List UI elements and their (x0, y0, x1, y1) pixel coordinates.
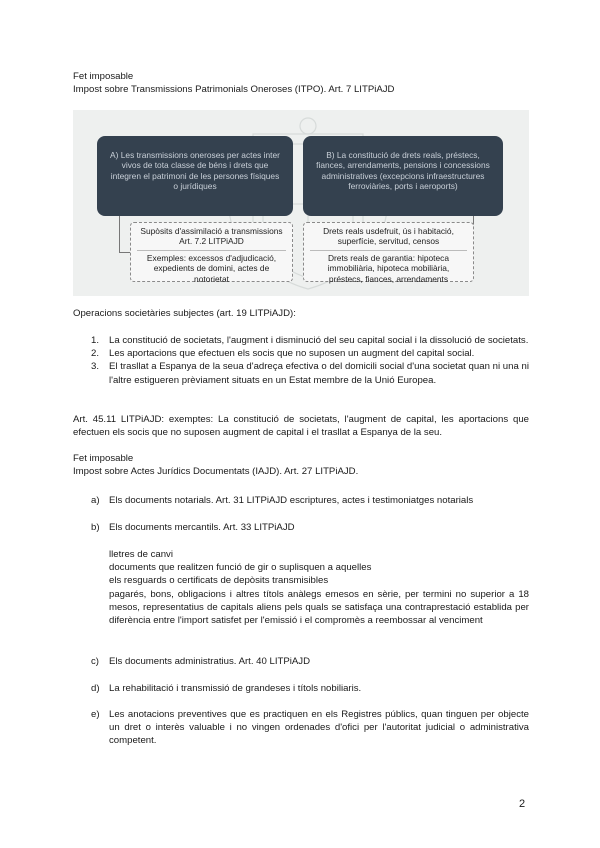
diagram-box-b: B) La constitució de drets reals, préstecs, fiances, arrendaments, pensions i concessions administratives (excepcions infraestructures ferroviàries, ports i aeroports) (303, 136, 503, 216)
operations-list (73, 334, 529, 387)
list-item: els resguards o certificats de depòsits transmisibles (109, 575, 329, 587)
list-item-b: b) Els documents mercantils. Art. 33 LITPiAJD (91, 522, 295, 533)
heading-itpo (73, 70, 395, 96)
diagram-box-d: Drets reals usdefruit, ús i habitació, superfície, servitud, censos Drets reals de garantia: hipoteca immobiliària, hipoteca mobiliària, préstecs, fiances, arrendaments (303, 222, 474, 282)
diagram-box-a: A) Les transmissions oneroses per actes inter vivos de tota classe de béns i drets que integren el patrimoni de les persones físiques o jurídiques (97, 136, 293, 216)
mercantile-docs (109, 548, 529, 627)
list-item: 1. La constitució de societats, l'augment i disminució del seu capital social i la dissolució de societats. (91, 335, 529, 346)
heading-subtitle: Impost sobre Transmissions Patrimonials Oneroses (ITPO). Art. 7 LITPiAJD (73, 84, 395, 96)
list-item-e: e) Les anotacions preventives que es practiquen en els Registres públics, quan tinguen per objecte un dret o interès valuable i no vingen ordenades d'ofici per l'autoritat judicial o administrativa competent. (91, 709, 529, 747)
list-item: 2. Les aportacions que efectuen els socis que no suposen un augment del capital social. (91, 348, 475, 360)
diagram-box-c: Supòsits d'assimilació a transmissions Art. 7.2 LITPiAJD Exemples: excessos d'adjudicació, expedients de domini, actes de notorietat (130, 222, 293, 282)
list-item-c: c) Els documents administratius. Art. 40 LITPiAJD (91, 656, 311, 667)
itpo-diagram (73, 110, 529, 296)
heading-title: Fet imposable (73, 71, 134, 82)
list-item: pagarés, bons, obligacions i altres títols anàlegs emesos en sèrie, per termini no superior a 18 mesos, representatius de capitals aliens pels quals se satisfaça una contraprestació establida per diferència entre l'import satisfet per l'emissió i el compromès a reembossar al venciment (109, 588, 529, 627)
list-item: lletres de canvi (109, 549, 173, 560)
list-item-d: d) La rehabilitació i transmissió de grandeses i títols nobiliaris. (91, 683, 362, 694)
list-item: 3. El trasllat a Espanya de la seua d'adreça efectiva o del domicili social d'una societat quan ni una ni l'altre estigueren prèviament situats en un Estat membre de la Unió Europea. (91, 361, 529, 386)
heading-subtitle: Impost sobre Actes Jurídics Documentats (IAJD). Art. 27 LITPiAJD. (73, 466, 359, 478)
art45-paragraph: Art. 45.11 LITPiAJD: exemptes: La constitució de societats, l'augment de capital, les aportacions que efectuen els socis que no suposen augment de capital i el trasllat a Espanya de la seu. (73, 414, 529, 439)
page-number: 2 (519, 798, 526, 810)
heading-title: Fet imposable (73, 453, 134, 464)
heading-iajd (73, 452, 358, 478)
operations-title: Operacions societàries subjectes (art. 19 LITPiAJD): (73, 308, 296, 319)
list-item-a: a) Els documents notarials. Art. 31 LITPiAJD escriptures, actes i testimoniatges notarials (91, 495, 474, 506)
list-item: documents que realitzen funció de gir o suplisquen a aquelles (109, 562, 372, 574)
